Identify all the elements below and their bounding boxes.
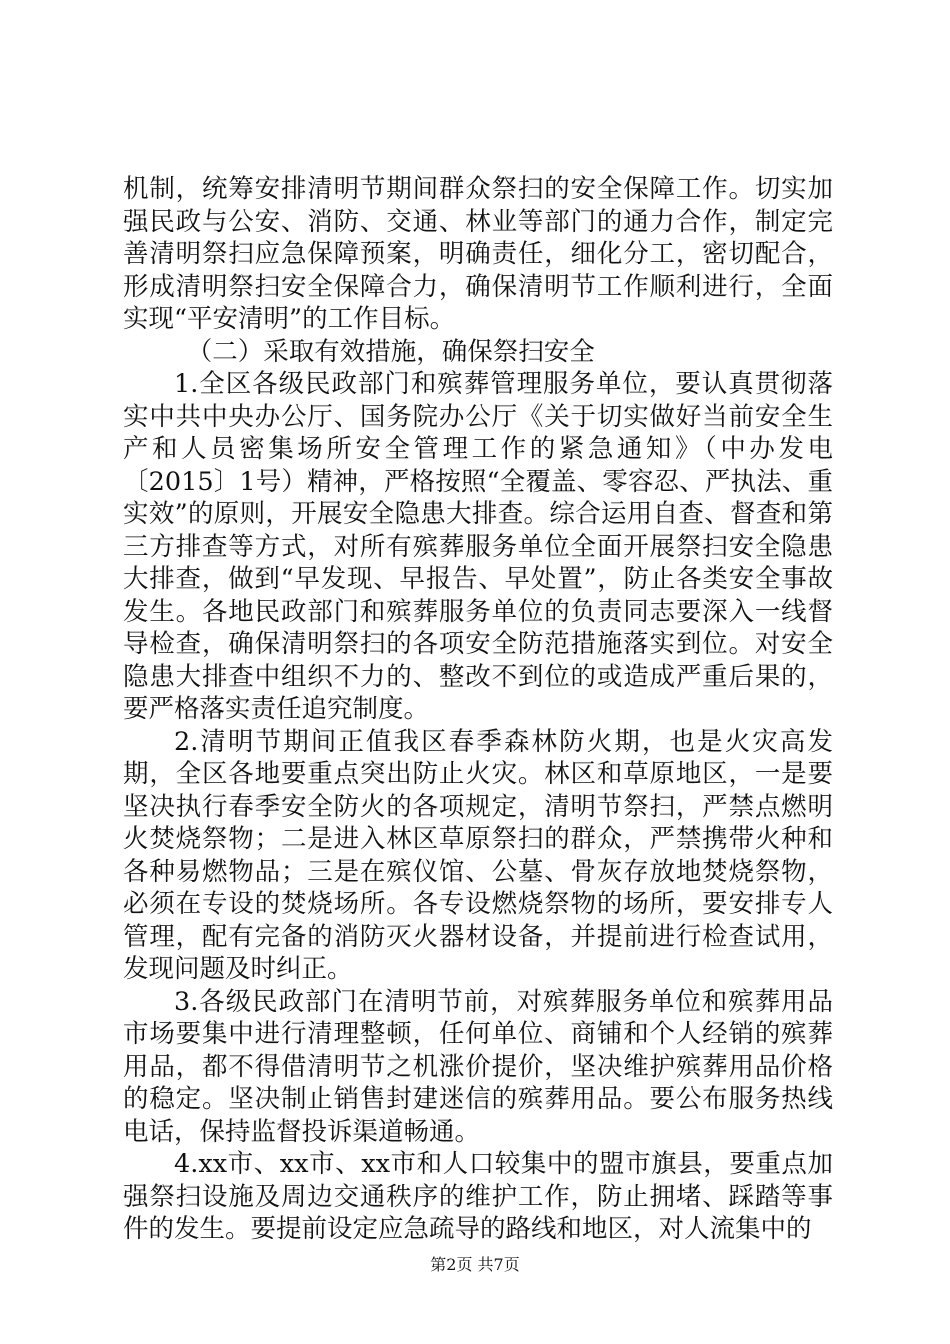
paragraph-item-2: 2.清明节期间正值我区春季森林防火期，也是火灾高发期，全区各地要重点突出防止火灾。林区和草原地区，一是要坚决执行春季安全防火的各项规定，清明节祭扫，严禁点燃明火焚烧祭物；二是进入林区草原祭扫的群众，严禁携带火种和各种易燃物品；三是在殡仪馆、公墓、骨灰存放地焚烧祭物，必须在专设的焚烧场所。各专设燃烧祭物的场所，要安排专人管理，配有完备的消防灭火器材设备，并提前进行检查试用，发现问题及时纠正。 (123, 726, 833, 984)
paragraph-item-4: 4.xx市、xx市、xx市和人口较集中的盟市旗县，要重点加强祭扫设施及周边交通秩序的维护工作，防止拥堵、踩踏等事件的发生。要提前设定应急疏导的路线和地区，对人流集中的 (123, 1149, 833, 1244)
document-body (123, 173, 833, 1246)
paragraph-item-1: 1.全区各级民政部门和殡葬管理服务单位，要认真贯彻落实中共中央办公厅、国务院办公厅《关于切实做好当前安全生产和人员密集场所安全管理工作的紧急通知》（中办发电〔2015〕1号）精神，严格按照“全覆盖、零容忍、严执法、重实效”的原则，开展安全隐患大排查。综合运用自查、督查和第三方排查等方式，对所有殡葬服务单位全面开展祭扫安全隐患大排查，做到“早发现、早报告、早处置”，防止各类安全事故发生。各地民政部门和殡葬服务单位的负责同志要深入一线督导检查，确保清明祭扫的各项安全防范措施落实到位。对安全隐患大排查中组织不力的、整改不到位的或造成严重后果的，要严格落实责任追究制度。 (123, 369, 833, 724)
paragraph-item-3: 3.各级民政部门在清明节前，对殡葬服务单位和殡葬用品市场要集中进行清理整顿，任何单位、商铺和个人经销的殡葬用品，都不得借清明节之机涨价提价，坚决维护殡葬用品价格的稳定。坚决制止销售封建迷信的殡葬用品。要公布服务热线电话，保持监督投诉渠道畅通。 (123, 986, 833, 1147)
section-heading: （二）采取有效措施，确保祭扫安全 (186, 336, 595, 367)
paragraph-continuation: 机制，统筹安排清明节期间群众祭扫的安全保障工作。切实加强民政与公安、消防、交通、林业等部门的通力合作，制定完善清明祭扫应急保障预案，明确责任，细化分工，密切配合，形成清明祭扫安全保障合力，确保清明节工作顺利进行，全面实现“平安清明”的工作目标。 (123, 174, 833, 334)
page-footer: 第2页 共7页 (430, 1255, 520, 1274)
